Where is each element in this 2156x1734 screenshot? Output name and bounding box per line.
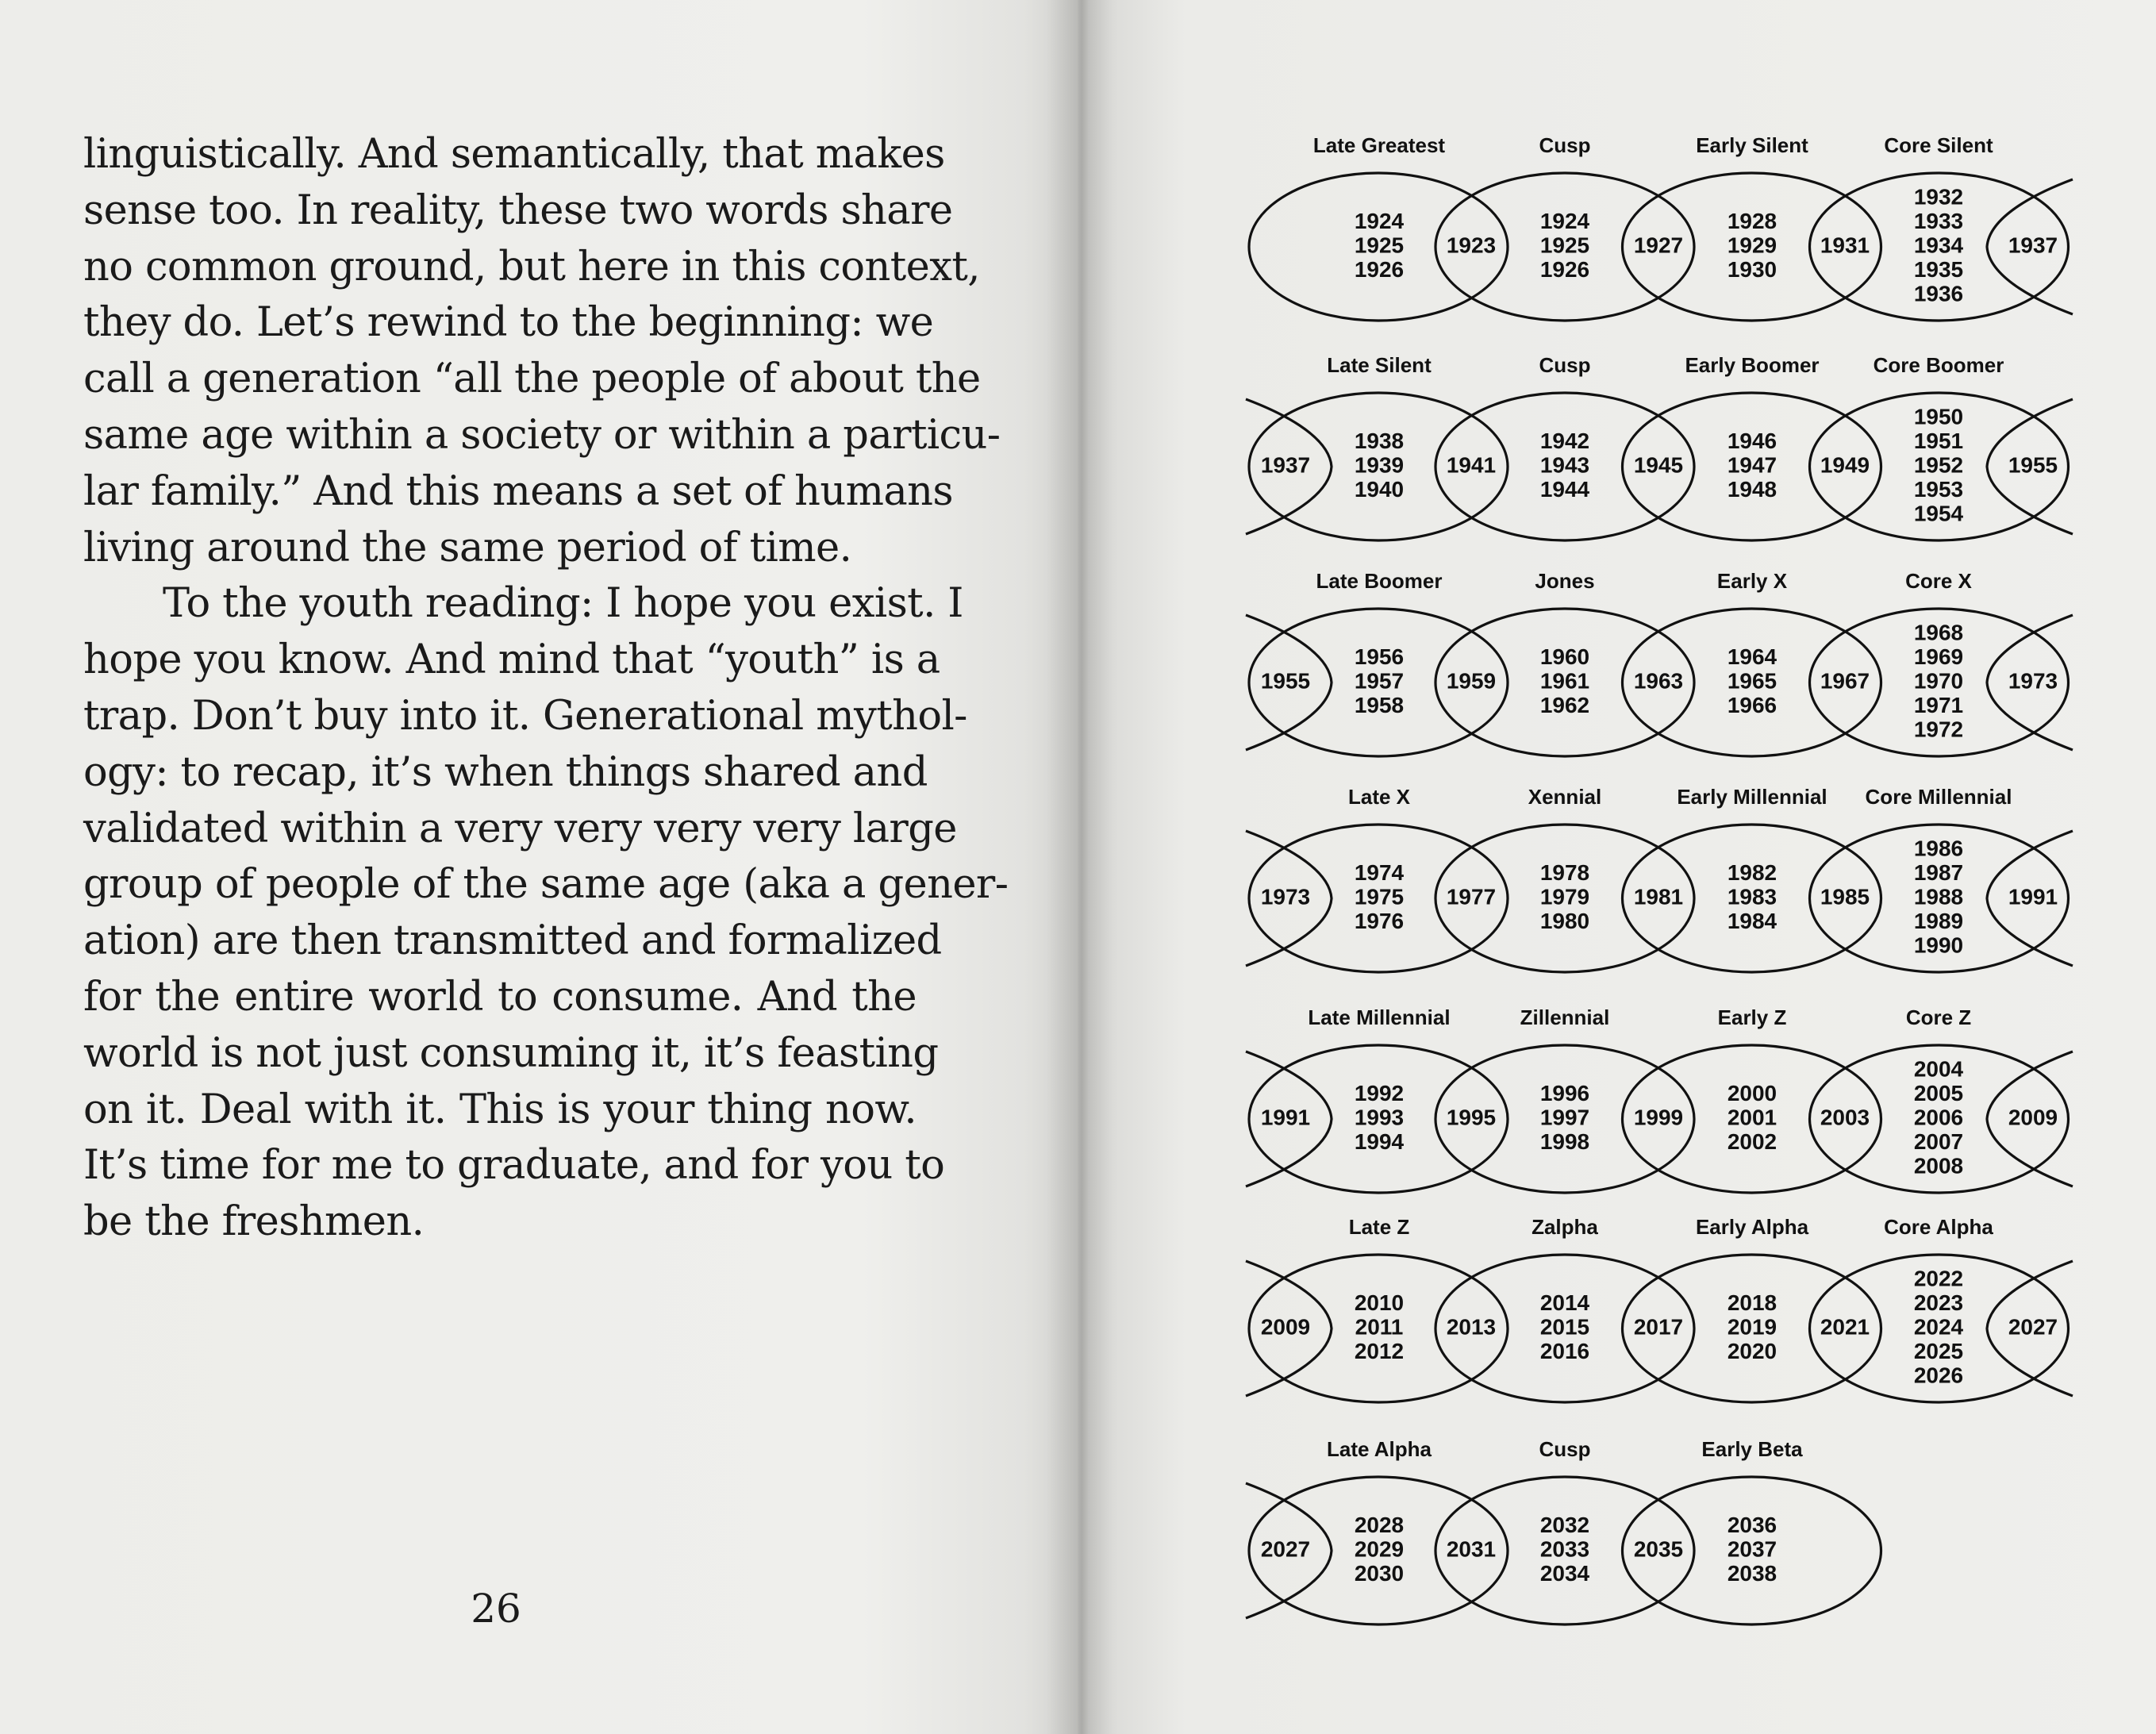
birth-year: 1962: [1539, 692, 1590, 717]
boundary-year: 2021: [1820, 1314, 1870, 1340]
birth-year: 2030: [1354, 1560, 1405, 1586]
birth-year: 2026: [1913, 1363, 1964, 1388]
birth-year: 2019: [1727, 1314, 1777, 1340]
birth-year: 1984: [1727, 908, 1777, 933]
birth-year: 1974: [1354, 859, 1405, 885]
birth-year: 1947: [1727, 452, 1777, 478]
generation-label: Cusp: [1539, 133, 1591, 157]
boundary-year: 1995: [1446, 1105, 1497, 1130]
text-line: ogy: to recap, it’s when things shared and: [83, 748, 928, 796]
birth-year: 1928: [1727, 208, 1777, 233]
birth-year: 1982: [1727, 859, 1777, 885]
birth-year: 2005: [1913, 1080, 1964, 1105]
generation-label: Late Boomer: [1316, 568, 1443, 593]
birth-year: 2007: [1913, 1128, 1964, 1154]
text-line: trap. Don’t buy into it. Generational mythol-: [83, 692, 967, 740]
boundary-year: 1941: [1446, 452, 1497, 478]
boundary-year: 2027: [1260, 1536, 1311, 1562]
birth-year: 1944: [1539, 476, 1590, 502]
birth-year: 1951: [1913, 428, 1964, 453]
birth-year: 2024: [1913, 1314, 1964, 1340]
birth-year: 2016: [1539, 1338, 1590, 1363]
birth-year: 1989: [1913, 908, 1964, 933]
boundary-year: 1973: [2008, 668, 2058, 694]
page-number: 26: [471, 1586, 521, 1632]
birth-year: 1948: [1727, 476, 1777, 502]
generation-label: Late X: [1347, 784, 1411, 809]
generation-label: Core Silent: [1884, 133, 1993, 157]
birth-year: 1964: [1727, 644, 1777, 669]
generation-label: Core Boomer: [1873, 352, 2004, 377]
boundary-year: 1945: [1633, 452, 1684, 478]
birth-year: 1998: [1539, 1128, 1590, 1154]
birth-year: 2008: [1913, 1153, 1964, 1178]
text-line: ation) are then transmitted and formalized: [83, 917, 942, 965]
birth-year: 1971: [1913, 692, 1964, 717]
boundary-year: 1955: [1260, 668, 1311, 694]
birth-year: 1986: [1913, 836, 1964, 861]
birth-year: 1936: [1913, 281, 1964, 306]
birth-year: 1952: [1913, 452, 1964, 478]
generation-label: Early Z: [1717, 1005, 1787, 1029]
birth-year: 1924: [1354, 208, 1405, 233]
birth-year: 1934: [1913, 233, 1964, 258]
birth-year: 1926: [1539, 256, 1590, 282]
boundary-year: 1937: [2008, 233, 2058, 258]
birth-year: 2018: [1727, 1290, 1777, 1315]
birth-year: 1972: [1913, 717, 1964, 742]
birth-year: 1956: [1354, 644, 1405, 669]
generation-label: Late Millennial: [1308, 1005, 1451, 1029]
text-line: living around the same period of time.: [83, 524, 852, 571]
birth-year: 2037: [1727, 1536, 1777, 1562]
birth-year: 1966: [1727, 692, 1777, 717]
birth-year: 1965: [1727, 668, 1777, 694]
text-line: be the freshmen.: [83, 1198, 425, 1246]
generation-label: Zillennial: [1520, 1005, 1610, 1029]
generation-label: Early Boomer: [1685, 352, 1820, 377]
boundary-year: 1937: [1260, 452, 1311, 478]
boundary-year: 1923: [1446, 233, 1497, 258]
text-line: for the entire world to consume. And the: [83, 973, 917, 1021]
boundary-year: 1927: [1633, 233, 1684, 258]
text-line: they do. Let’s rewind to the beginning: we: [83, 299, 934, 347]
birth-year: 1946: [1727, 428, 1777, 453]
boundary-year: 1959: [1446, 668, 1497, 694]
birth-year: 2023: [1913, 1290, 1964, 1315]
birth-year: 1958: [1354, 692, 1405, 717]
generation-label: Core Z: [1905, 1005, 1972, 1029]
birth-year: 2011: [1355, 1314, 1404, 1340]
birth-year: 2006: [1913, 1105, 1964, 1130]
birth-year: 1925: [1354, 233, 1405, 258]
text-line: validated within a very very very very large: [83, 805, 957, 852]
boundary-year: 1949: [1820, 452, 1870, 478]
birth-year: 1997: [1539, 1105, 1590, 1130]
birth-year: 1970: [1913, 668, 1964, 694]
boundary-year: 1973: [1260, 884, 1311, 909]
birth-year: 2029: [1354, 1536, 1405, 1562]
birth-year: 2002: [1727, 1128, 1777, 1154]
boundary-year: 1955: [2008, 452, 2058, 478]
birth-year: 1993: [1354, 1105, 1405, 1130]
birth-year: 1938: [1354, 428, 1405, 453]
birth-year: 1969: [1913, 644, 1964, 669]
generation-label: Late Greatest: [1312, 133, 1446, 157]
generation-label: Xennial: [1528, 784, 1602, 809]
birth-year: 2001: [1727, 1105, 1777, 1130]
text-line: no common ground, but here in this context,: [83, 243, 980, 290]
text-line: It’s time for me to graduate, and for you to: [83, 1142, 945, 1190]
boundary-year: 1981: [1633, 884, 1684, 909]
birth-year: 1935: [1913, 256, 1964, 282]
birth-year: 2028: [1354, 1512, 1405, 1537]
text-line: world is not just consuming it, it’s feasting: [83, 1029, 939, 1077]
birth-year: 2012: [1354, 1338, 1405, 1363]
birth-year: 2000: [1727, 1080, 1777, 1105]
birth-year: 1992: [1354, 1080, 1405, 1105]
generation-label: Early Alpha: [1695, 1214, 1809, 1239]
generation-label: Early Beta: [1701, 1436, 1803, 1461]
generation-label: Early Silent: [1696, 133, 1808, 157]
text-line: on it. Deal with it. This is your thing now.: [83, 1086, 917, 1133]
birth-year: 1996: [1539, 1080, 1590, 1105]
boundary-year: 2009: [2008, 1105, 2058, 1130]
birth-year: 1994: [1354, 1128, 1405, 1154]
birth-year: 1950: [1913, 404, 1964, 429]
generation-label: Core Millennial: [1865, 784, 2012, 809]
text-line: sense too. In reality, these two words share: [83, 186, 953, 234]
boundary-year: 2035: [1633, 1536, 1684, 1562]
birth-year: 1990: [1913, 932, 1964, 958]
boundary-year: 1963: [1633, 668, 1684, 694]
birth-year: 1926: [1354, 256, 1405, 282]
birth-year: 1983: [1727, 884, 1777, 909]
birth-year: 1961: [1539, 668, 1590, 694]
text-line: lar family.” And this means a set of humans: [83, 467, 954, 515]
generation-label: Late Alpha: [1327, 1436, 1432, 1461]
text-line: same age within a society or within a particu-: [83, 411, 1001, 459]
birth-year: 1954: [1913, 501, 1964, 526]
generation-label: Early X: [1716, 568, 1788, 593]
birth-year: 1939: [1354, 452, 1405, 478]
birth-year: 1988: [1913, 884, 1964, 909]
text-line: call a generation “all the people of about the: [83, 356, 981, 403]
birth-year: 2022: [1913, 1266, 1964, 1291]
boundary-year: 1991: [1260, 1105, 1311, 1130]
boundary-year: 1999: [1633, 1105, 1684, 1130]
text-line: hope you know. And mind that “youth” is a: [83, 636, 940, 684]
birth-year: 1933: [1913, 208, 1964, 233]
birth-year: 1976: [1354, 908, 1405, 933]
birth-year: 2015: [1539, 1314, 1590, 1340]
birth-year: 1960: [1539, 644, 1590, 669]
birth-year: 1930: [1727, 256, 1777, 282]
generation-label: Zalpha: [1531, 1214, 1598, 1239]
generation-label: Early Millennial: [1677, 784, 1827, 809]
birth-year: 2034: [1539, 1560, 1590, 1586]
birth-year: 1943: [1539, 452, 1590, 478]
birth-year: 1975: [1354, 884, 1405, 909]
birth-year: 1953: [1913, 476, 1964, 502]
birth-year: 1932: [1913, 184, 1964, 210]
generation-label: Late Silent: [1327, 352, 1432, 377]
birth-year: 1987: [1913, 859, 1964, 885]
birth-year: 2025: [1913, 1338, 1964, 1363]
birth-year: 1978: [1539, 859, 1590, 885]
birth-year: 1924: [1539, 208, 1590, 233]
birth-year: 1980: [1539, 908, 1590, 933]
generation-label: Jones: [1535, 568, 1595, 593]
boundary-year: 2009: [1260, 1314, 1311, 1340]
boundary-year: 1977: [1446, 884, 1497, 909]
birth-year: 2033: [1539, 1536, 1590, 1562]
birth-year: 2032: [1539, 1512, 1590, 1537]
boundary-year: 1991: [2008, 884, 2058, 909]
generation-label: Cusp: [1539, 352, 1591, 377]
text-line: group of people of the same age (aka a gener-: [83, 861, 1009, 909]
birth-year: 2038: [1727, 1560, 1777, 1586]
boundary-year: 1967: [1820, 668, 1870, 694]
generation-label: Core Alpha: [1884, 1214, 1993, 1239]
birth-year: 2004: [1913, 1056, 1964, 1082]
birth-year: 2020: [1727, 1338, 1777, 1363]
generation-label: Core X: [1905, 568, 1972, 593]
boundary-year: 2013: [1446, 1314, 1497, 1340]
birth-year: 1940: [1354, 476, 1405, 502]
birth-year: 1942: [1539, 428, 1590, 453]
text-line: To the youth reading: I hope you exist. I: [163, 580, 963, 628]
boundary-year: 2027: [2008, 1314, 2058, 1340]
boundary-year: 1931: [1820, 233, 1870, 258]
text-line: linguistically. And semantically, that makes: [83, 131, 945, 178]
birth-year: 2014: [1539, 1290, 1590, 1315]
birth-year: 1968: [1913, 620, 1964, 645]
birth-year: 1979: [1539, 884, 1590, 909]
boundary-year: 2017: [1633, 1314, 1684, 1340]
boundary-year: 2031: [1446, 1536, 1497, 1562]
generation-label: Cusp: [1539, 1436, 1591, 1461]
boundary-year: 2003: [1820, 1105, 1870, 1130]
boundary-year: 1985: [1820, 884, 1870, 909]
birth-year: 1929: [1727, 233, 1777, 258]
birth-year: 1957: [1354, 668, 1405, 694]
birth-year: 1925: [1539, 233, 1590, 258]
generation-label: Late Z: [1348, 1214, 1410, 1239]
birth-year: 2010: [1354, 1290, 1405, 1315]
birth-year: 2036: [1727, 1512, 1777, 1537]
